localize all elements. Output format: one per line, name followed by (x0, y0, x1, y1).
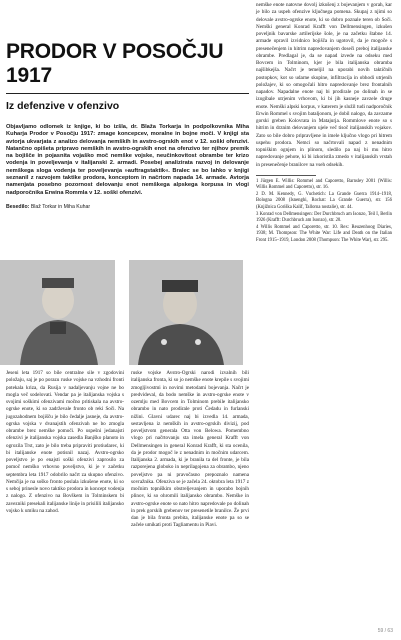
left-column (6, 0, 249, 211)
article-subtitle: Iz defenzive v ofenzivo (6, 100, 120, 112)
article-title: PRODOR V POSOČJU 1917 (6, 40, 249, 94)
footnote: 4 Willis Rommel and Caporetto, str. 10. Rex: Reuzenhoog Diaries, 1938; M. Thompson: The White War: Life and Death on the Italian Front 1915–1919, London 2008 (Thompson: The White War), str. 295. (256, 225, 392, 243)
right-column (256, 0, 392, 245)
footnote: 2 D. M. Kennedy, G. Vuchetich: La Grande Guerra 1914–1918, Bologna 2008 (Isnenghi, Rochat: La Grande Guerra), str. 156 (Knjižnica Goriška Kalif, Tallorna nostalie), str. 44. (256, 192, 392, 210)
bottom-right-column (131, 370, 249, 530)
credit-names: Blaž Torkar in Miha Kuhar (30, 203, 91, 210)
article-intro: Objavljamo odlomek iz knjige, ki bo izšla, dr. Blaža Torkarja in podpolkovnika Miha Kuharja Prodor v Posočju 1917: zmage koncepcev, moralne in bojne moči. V knjigi sta avtorja ukvarjata z analizo delovanja nemških in avstro-ogrskih enot v 12. soški ofenzivi. Natančno opišeta pripravo nemških in avstro-ogrskih enot na ofenzivo ter njihov premik na bojišče in pojasnita vojaško moč nemške vojske, neučinkovitost obrambe ter krizo vodenja in poveljevanja v italijanski 2. armadi. Posebej analizirata razvoj in delovanje nemškega sloga vodenja ter poveljevanja »auftragstaktik«. Bralec se bo lahko v knjigi seznanil z razvojem taktike prodora, konceptom in načrtom napada 14. armade. Avtorja namenjata posebno pozornost delovanju enot nemškega alpskega korpusa in vlogi nadporočnika Erwina Rommla v 12. soški ofenzivi. (6, 124, 249, 196)
footnote: 1 Jürgen E. Willis: Rommel and Caporetto, Barnsley 2001 (Willis: Willis Rommel and Caporetto), str. 16. (256, 178, 392, 190)
portrait-photo (0, 260, 243, 365)
credit-label: Besedilo: (6, 203, 30, 210)
body-paragraph: Jeseni leta 1917 so bile centralne sile v zgodovini položaju, saj je po porazu ruske vojske na vzhodni fronti potekala kriza, da Rusija v nadaljevanju vojne ne bo mogla več sodelovati. Vendar pa je italijanska vojska s svojimi soškimi ofenzivami močno pritiskala na avstro-ogrske enote, ki so zadrževale fronto ob reki Soči. Na jugozahodnem bojišču je bilo čedalje jasneje, da avstro-ogrska vojska v dvanajstih ofenzivah ne bo zmogla obrambe brez nemške pomoči. Po uspešni jedanajsti ofenzivi je italijanska vojska zasedla Banjško planoto in ogrozila Trst, zato je bilo treba pripraviti protiudarec, ki bi italijanske enote potisnil nazaj. Avstro-ogrsko poveljstvo je po enajsti soški ofenzivi zaprosilo za pomoč nemško vrhovno poveljstvo, ki je v začetku septembra leta 1917 odobrilo načrt za skupno ofenzivo. Nemčija je na soško fronto poslala izkušene enote, ki so s seboj prinesle novo taktiko prodora in koncept vodenja z nalogo. Z ofenzivo na Bovškem in Tolminskem bi zavezniki presekali italijanske linije in prisilili italijansko vojsko k umiku na zahod. (6, 370, 124, 514)
portrait-photo-graphic (0, 260, 243, 365)
footnote: 3 Konrad von Dellmensingen: Der Durchbruch am Isonzo, Teil I, Berlin 1926 (Krafft: Durchbruch am Isonzo), str. 20. (256, 211, 392, 223)
author-credit (6, 204, 249, 211)
footnotes (256, 179, 392, 244)
body-paragraph: nemške enote natovne dovolj izkušenj z bojevanjem v gorah, kar je bilo za uspeh ofenzive ključnega pomena. Skupaj z njimi so delovale avstro-ogrske enote, ki so dobro poznale teren ob Soči. Nemški general Konrad Krafft von Dellmensingen, izkušen poveljnik bavarske artilerijske šole, je na začetku štabne 14. armade opravil izvidnico bojišča in ugotovil, da je mogoče s presenečenjem in hitrim napredovanjem doseči preboj italijanske obrambe. Predlagal je, da se napad izvede na odseku med Bovcem in Tolminom, kjer je bila italijanska obramba najšibkejša. Načrt je temeljil na uporabi novih taktičnih postopkov, kot so udarne skupine, infiltracija in obhodi utrjenih položajev, ki so omogočali hitro napredovanje brez frontalnih napadov. Napadalne enote naj bi prodirale po dolinah in se izogibale utrjenim vrhovom, ki bi jih kasneje zavzele druge enote. Nemški alpski korpus, v katerem je služil tudi nadporočnik Erwin Rommel s svojim bataljonom, je dobil nalogo, da zavzame gorski greben Kolovrata in Matajurja. Rommlove enote so s hitrim in drznim delovanjem ujele več tisoč italijanskih vojakov. Zato so bile dobro pripravljene in imele ključno vlogo pri hitrem uspehu prodora. Nemci so načrtovali napad z nenadnim topniškim ognjem in plinom, sledilo pa naj bi mu hitro napredovanje pehote, ki bi izkoristila zmedo v italijanskih vrstah in presenečenje branilcev na vseh odsekih. (256, 2, 392, 168)
page-number: 59 / 63 (377, 628, 393, 634)
bottom-columns (6, 370, 249, 530)
footnotes-divider (256, 175, 316, 176)
body-paragraph: ruske vojske Avstro-Ogrski narodi izvalnih bili italijanska fronta, ki so jo nemške enote krepile s svojimi zmogljivostmi in novimi metodami bojevanja. Načrt je predvideval, da bodo nemške in avstro-ogrske enote v ozemlju med Bovcem in Tolminom prebile italijansko obrambo in nato prodirale proti Čedadu in furlanski nižini. Glavni udarec naj bi izvedla 14. armada, sestavljena iz nemških in avstro-ogrskih divizij, pod poveljstvom generala Otta von Belowa. Pomembno vlogo pri načrtovanju sta imela general Krafft von Dellmensingen in general Konrad Krafft, ki sta ocenila, da je prodor mogoč le z nenadnim in močnim udarcem. Italijanska 2. armada, ki je branila ta del fronte, je bila razporejena globoko in neprilagojena za obrambo, njeno poveljstvo pa ni pravočasno prepoznalo namena sovražnika. Ofenziva se je začela 24. oktobra leta 1917 z močnim topniškim obstreljevanjem in uporabo bojnih plinov, ki so ohromili italijansko obrambo. Nemške in avstro-ogrske enote so nato hitro napredovale po dolinah in prek gorskih grebenov ter presenetile branilce. Že prvi dan je bila fronta prebita, italijanske enote pa so se začele umikati proti Tagliamentu in Piavi. (131, 370, 249, 529)
bottom-left-column (6, 370, 124, 530)
